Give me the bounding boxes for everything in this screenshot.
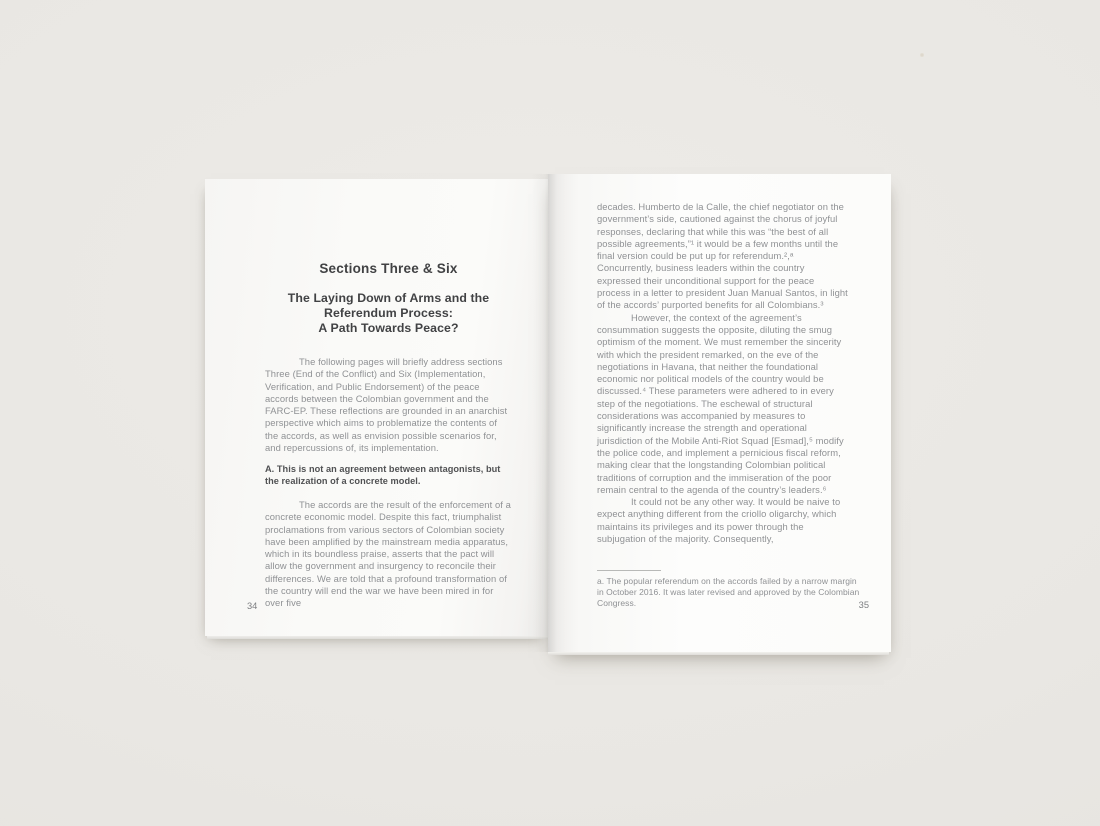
paragraph-continuation: decades. Humberto de la Calle, the chief negotiator on the government’s side, cautioned against the chorus of joyful responses, declaring that while this was “the best of all possible agreements,”¹ it would be a few months until the final version could be put up for referendum.²,ᵃ Concurrently, business leaders within the country expressed their unconditional support for the peace process in a letter to president Juan Manual Santos, in light of the accords’ purported benefits for all Colombians.³ <box>597 201 848 311</box>
page-number-right: 35 <box>858 600 869 610</box>
section-title: Sections Three & Six <box>319 261 458 276</box>
body-paragraph: The accords are the result of the enforcement of a concrete economic model. Despite this fact, triumphalist proclamations from various sectors of Colombian society have been amplified by the mainstream media apparatus, which in its boundless praise, asserts that the pact will allow the government and insurgency to reconcile their differences. We are told that a profound transformation of the country will end the war we have been mired in for over five <box>265 499 511 609</box>
chapter-title-line-3: A Path Towards Peace? <box>318 321 459 335</box>
subheading-a: A. This is not an agreement between antagonists, but the realization of a concrete model. <box>265 464 501 487</box>
footnote-a: a. The popular referendum on the accords failed by a narrow margin in October 2016. It was later revised and approved by the Colombian Congress. <box>597 576 860 608</box>
open-book <box>205 174 891 652</box>
page-number-left: 34 <box>247 601 258 611</box>
page-left <box>205 179 548 636</box>
dust-speck <box>920 53 924 57</box>
chapter-title-line-1: The Laying Down of Arms and the <box>287 291 490 305</box>
chapter-title-line-2: Referendum Process: <box>323 306 453 320</box>
intro-paragraph: The following pages will briefly address sections Three (End of the Conflict) and Six (Implementation, Verification, and Public Endorsement) of the peace accords between the Colombian government and the FARC-EP. These reflections are grounded in an anarchist perspective which aims to problematize the contents of the accords, as well as envision possible scenarios for, and repercussions of, its implementation. <box>265 356 508 454</box>
text-column <box>597 201 848 545</box>
page-right <box>548 174 891 652</box>
paragraph-conclusion: It could not be any other way. It would be naive to expect anything different from the criollo oligarchy, which maintains its privileges and its power through the subjugation of the majority. Consequently, <box>597 496 841 545</box>
chapter-title <box>253 291 524 336</box>
paragraph-however: However, the context of the agreement’s consummation suggests the opposite, diluting the smug optimism of the moment. We must remember the sincerity with which the president remarked, on the eve of the negotiations in Havana, that neither the foundational economic nor political models of the country would be discussed.⁴ These parameters were adhered to in every step of the negotiations. The eschewal of structural considerations was accompanied by measures to significantly increase the strength and operational jurisdiction of the Mobile Anti-Riot Squad [Esmad],⁵ modify the police code, and implement a pernicious fiscal reform, making clear that the longstanding Colombian political traditions of corruption and the immiseration of the poor remain central to the agenda of the country’s leaders.⁶ <box>597 311 844 495</box>
footnote-divider <box>597 570 661 571</box>
